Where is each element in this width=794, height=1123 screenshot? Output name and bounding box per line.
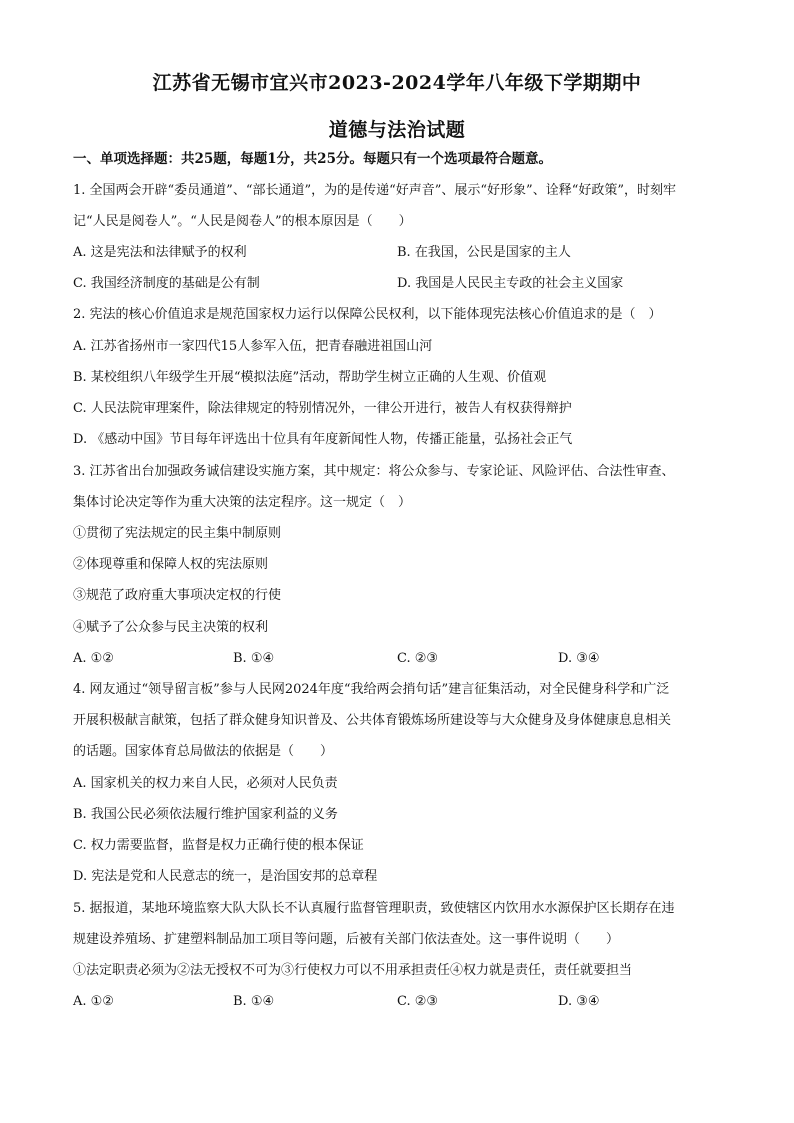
q3-option-d: D. ③④ (558, 651, 600, 666)
q3-stem-line2: 集体讨论决定等作为重大决策的法定程序。这一规定（ ） (73, 495, 412, 510)
q3-option-b: B. ①④ (233, 651, 275, 666)
exam-title: 江苏省无锡市宜兴市2023-2024学年八年级下学期期中 (152, 72, 642, 94)
q3-option-c: C. ②③ (397, 651, 439, 666)
q5-option-b: B. ①④ (233, 994, 275, 1009)
q4-stem-line2: 开展积极献言献策，包括了群众健身知识普及、公共体育锻炼场所建设等与大众健身及身体健康息息相关 (73, 713, 672, 728)
q2-option-d: D. 《感动中国》节目每年评选出十位具有年度新闻性人物，传播正能量，弘扬社会正气 (73, 432, 573, 447)
q1-option-a: A. 这是宪法和法律赋予的权利 (73, 245, 247, 260)
q2-option-c: C. 人民法院审理案件，除法律规定的特别情况外，一律公开进行，被告人有权获得辩护 (73, 401, 572, 416)
q1-option-c: C. 我国经济制度的基础是公有制 (73, 276, 260, 291)
q5-statements: ①法定职责必须为②法无授权不可为③行使权力可以不用承担责任④权力就是责任，责任就要担当 (73, 963, 633, 978)
q2-option-b: B. 某校组织八年级学生开展“模拟法庭”活动，帮助学生树立正确的人生观、价值观 (73, 370, 547, 385)
q2-stem-line1: 2. 宪法的核心价值追求是规范国家权力运行以保障公民权利，以下能体现宪法核心价值追求的是（ ） (73, 307, 662, 322)
q5-stem-line2: 规建设养殖场、扩建塑料制品加工项目等问题，后被有关部门依法查处。这一事件说明（ ） (73, 932, 620, 947)
q1-stem-line2: 记“人民是阅卷人”。“人民是阅卷人”的根本原因是（ ） (73, 214, 412, 229)
q4-option-a: A. 国家机关的权力来自人民，必须对人民负责 (73, 776, 338, 791)
q4-option-c: C. 权力需要监督，监督是权力正确行使的根本保证 (73, 838, 364, 853)
q3-statement-3: ③规范了政府重大事项决定权的行使 (73, 588, 282, 603)
q1-option-b: B. 在我国，公民是国家的主人 (397, 245, 571, 260)
q3-statement-1: ①贯彻了宪法规定的民主集中制原则 (73, 526, 282, 541)
q5-option-a: A. ①② (73, 994, 114, 1009)
exam-subtitle: 道德与法治试题 (328, 119, 466, 141)
q5-stem-line1: 5. 据报道，某地环境监察大队大队长不认真履行监督管理职责，致使辖区内饮用水水源保护区长期存在违 (73, 901, 675, 916)
q3-stem-line1: 3. 江苏省出台加强政务诚信建设实施方案，其中规定：将公众参与、专家论证、风险评估、合法性审查、 (73, 464, 675, 479)
q4-option-d: D. 宪法是党和人民意志的统一，是治国安邦的总章程 (73, 869, 378, 884)
q3-option-a: A. ①② (73, 651, 114, 666)
q4-stem-line3: 的话题。国家体育总局做法的依据是（ ） (73, 744, 334, 759)
q5-option-c: C. ②③ (397, 994, 439, 1009)
q4-option-b: B. 我国公民必须依法履行维护国家利益的义务 (73, 807, 338, 822)
q3-statement-2: ②体现尊重和保障人权的宪法原则 (73, 557, 269, 572)
q4-stem-line1: 4. 网友通过“领导留言板”参与人民网2024年度“我给两会捎句话”建言征集活动，对全民健身科学和广泛 (73, 682, 670, 697)
q5-option-d: D. ③④ (558, 994, 600, 1009)
q1-stem-line1: 1. 全国两会开辟“委员通道”、“部长通道”，为的是传递“好声音”、展示“好形象”、诠释“好政策”，时刻牢 (73, 183, 676, 198)
q1-option-d: D. 我国是人民民主专政的社会主义国家 (397, 276, 624, 291)
q3-statement-4: ④赋予了公众参与民主决策的权利 (73, 620, 269, 635)
q2-option-a: A. 江苏省扬州市一家四代15人参军入伍，把青春融进祖国山河 (73, 339, 433, 354)
section-heading: 一、单项选择题：共25题，每题1分，共25分。每题只有一个选项最符合题意。 (73, 151, 552, 167)
